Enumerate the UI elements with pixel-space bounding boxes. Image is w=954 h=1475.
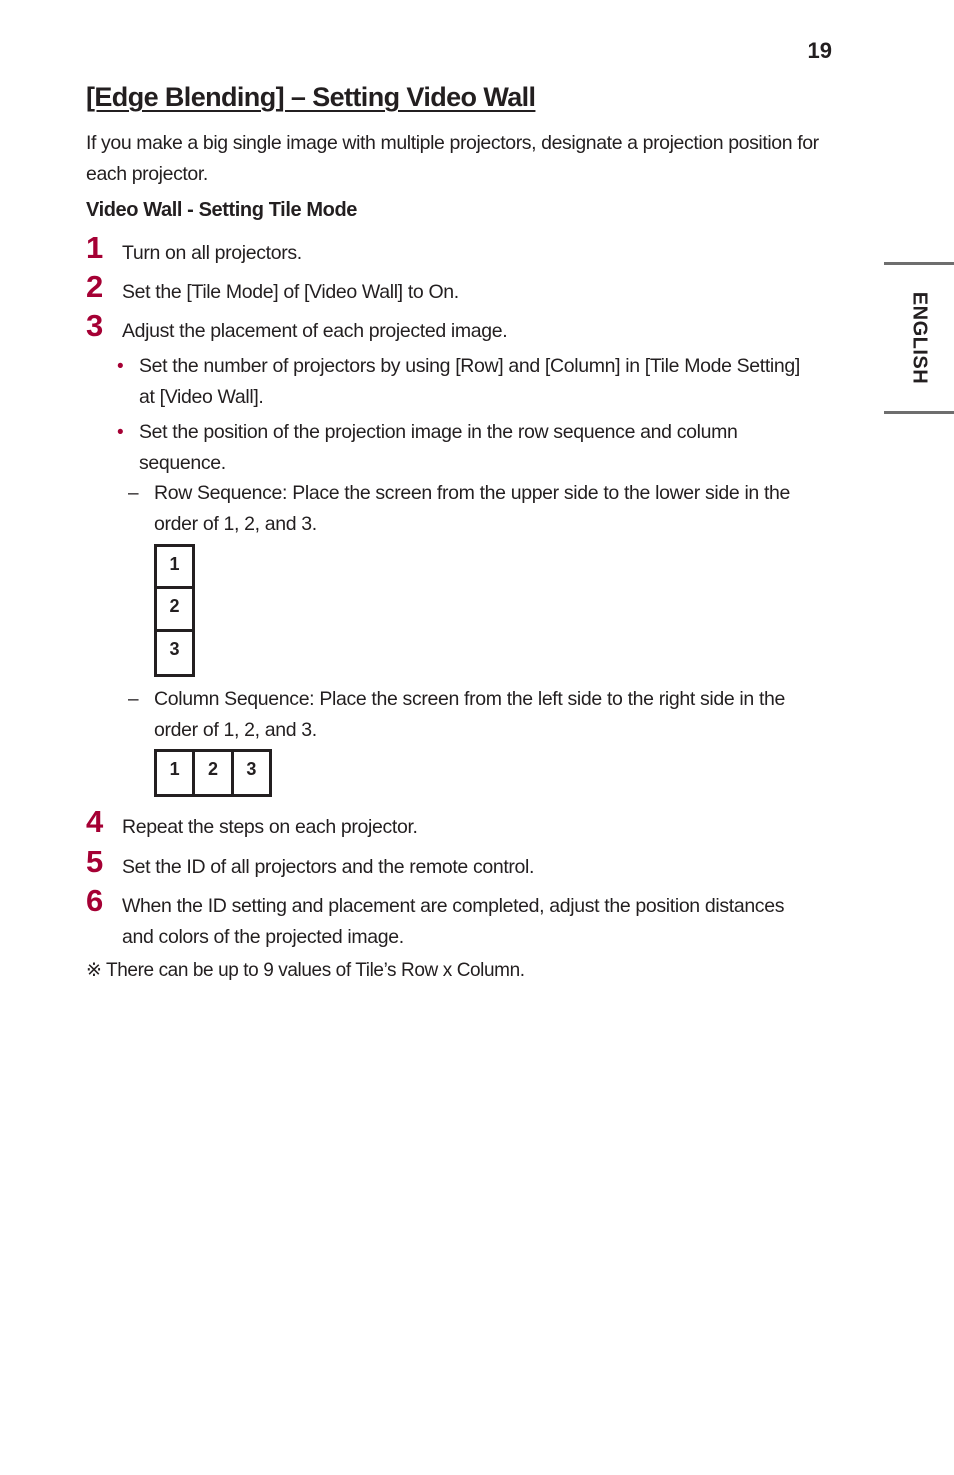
column-sequence-diagram <box>154 749 272 797</box>
tile-cell: 2 <box>195 752 233 794</box>
dash-mark: – <box>128 689 139 710</box>
page-number: 19 <box>807 38 832 63</box>
step-text: Set the [Tile Mode] of [Video Wall] to On. <box>122 281 459 303</box>
step-number: 3 <box>86 308 104 343</box>
row-sequence-diagram <box>154 544 195 677</box>
row-sequence-text: Row Sequence: Place the screen from the upper side to the lower side in the order of 1, 2, and 3. <box>154 482 791 535</box>
step-text: Set the ID of all projectors and the remote control. <box>122 856 535 878</box>
tile-cell: 3 <box>246 759 257 779</box>
step-number: 6 <box>86 883 104 918</box>
step-number: 5 <box>86 844 104 879</box>
step-number: 2 <box>86 269 104 304</box>
step-text: Repeat the steps on each projector. <box>122 816 418 838</box>
language-tab-label: ENGLISH <box>908 291 931 385</box>
language-tab <box>884 262 954 414</box>
tile-cell: 1 <box>157 752 195 794</box>
step-text: Adjust the placement of each projected image. <box>122 320 508 342</box>
tile-cell: 1 <box>157 547 192 589</box>
intro-paragraph: If you make a big single image with multiple projectors, designate a projection position for each projector. <box>86 132 819 185</box>
step-number: 1 <box>86 230 104 265</box>
column-sequence-text: Column Sequence: Place the screen from the left side to the right side in the order of 1, 2, and 3. <box>154 688 786 741</box>
step-text: Turn on all projectors. <box>122 242 302 264</box>
tile-cell: 3 <box>169 638 180 659</box>
bullet-dot: • <box>117 422 124 443</box>
tile-cell: 2 <box>157 589 192 631</box>
page-title: [Edge Blending] – Setting Video Wall <box>86 82 536 112</box>
dash-mark: – <box>128 483 139 504</box>
section-subheading: Video Wall - Setting Tile Mode <box>86 199 357 221</box>
step-text: When the ID setting and placement are completed, adjust the position distances and colors of the projected image. <box>122 895 785 948</box>
bullet-text: Set the position of the projection image in the row sequence and column sequence. <box>139 421 738 474</box>
bullet-dot: • <box>117 356 124 377</box>
footnote: ※ There can be up to 9 values of Tile’s Row x Column. <box>86 960 525 981</box>
step-number: 4 <box>86 804 104 839</box>
bullet-text: Set the number of projectors by using [Row] and [Column] in [Tile Mode Setting] at [Video Wall]. <box>139 355 800 408</box>
